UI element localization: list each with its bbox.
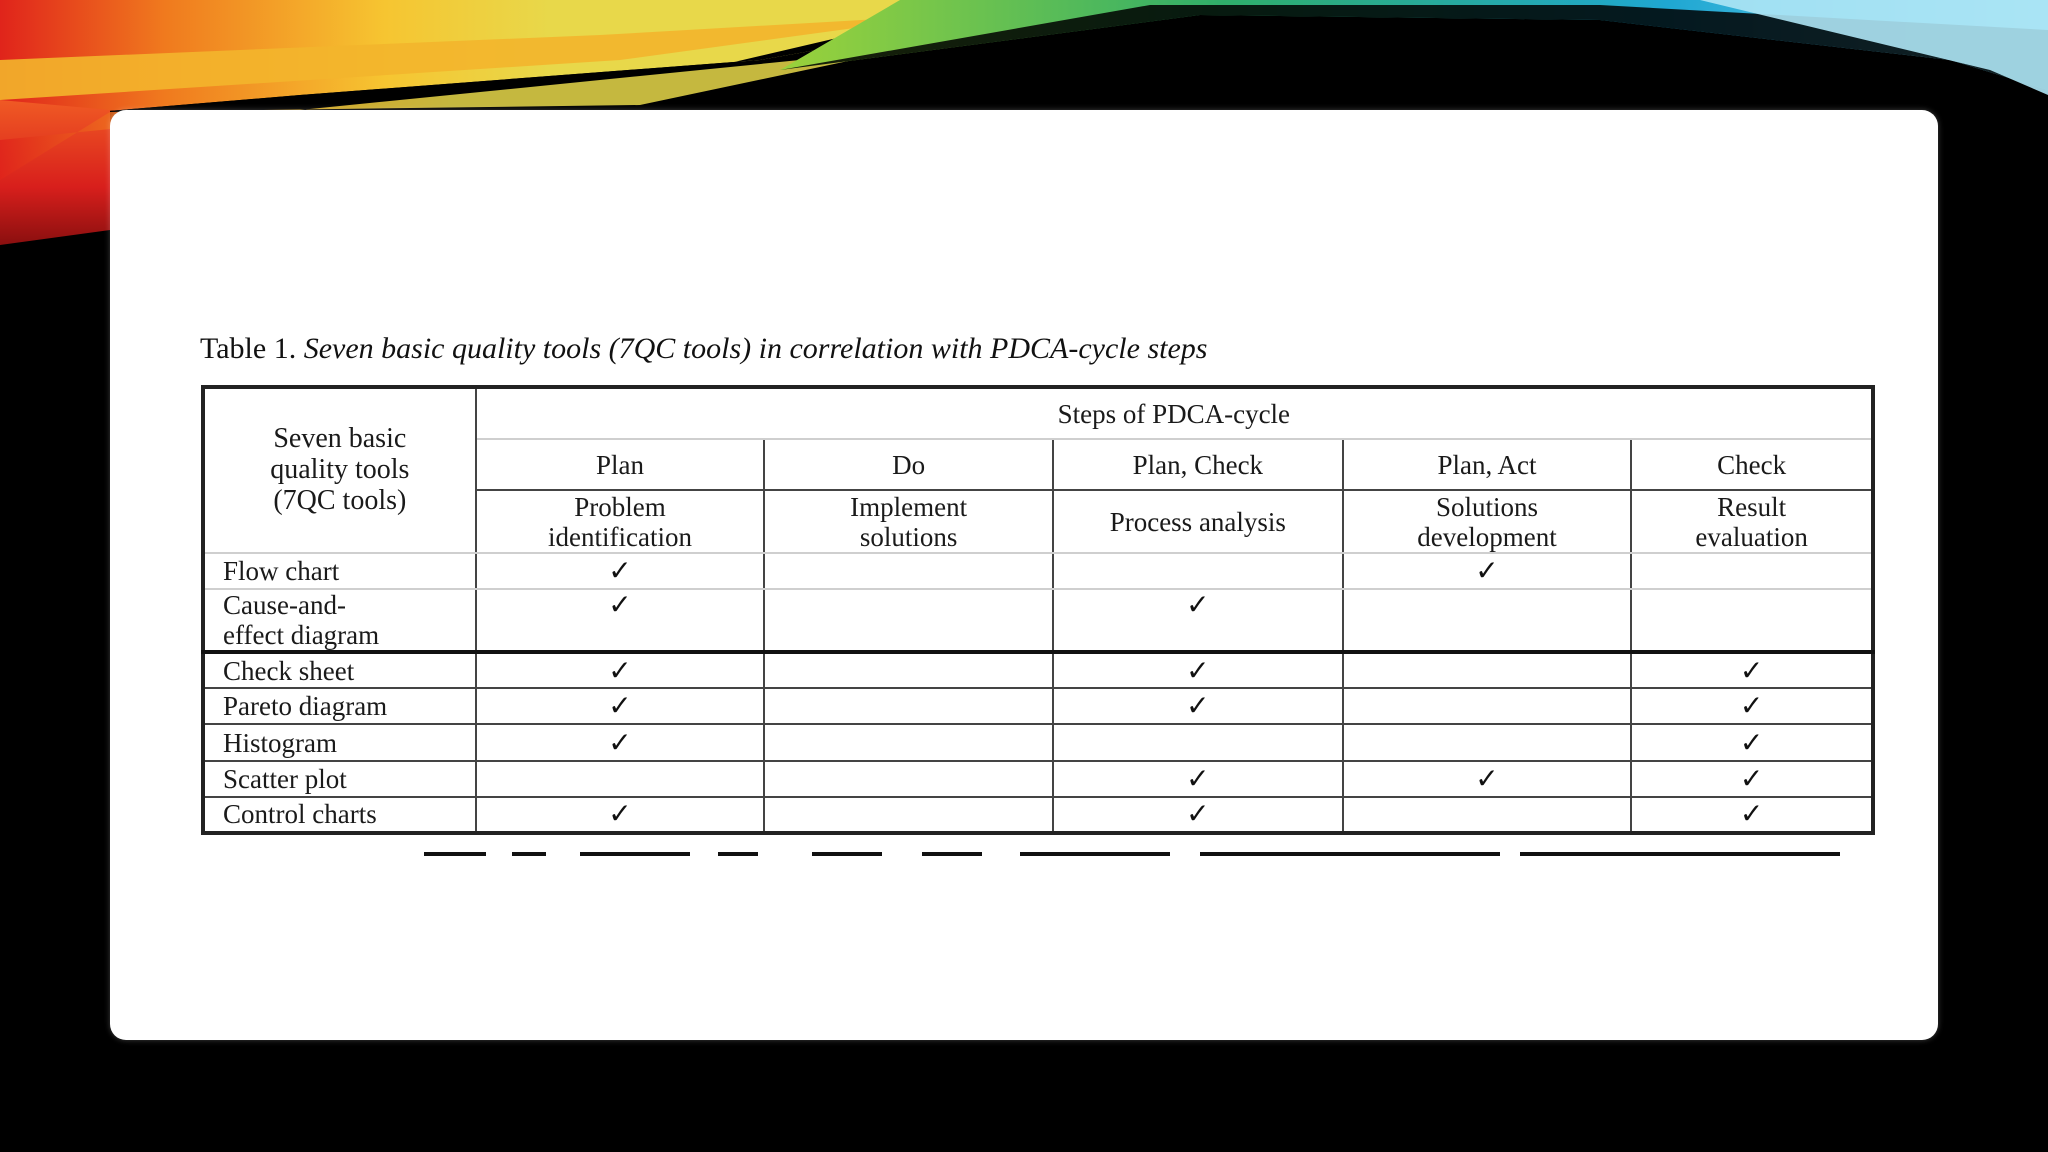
step-header-line: Problem xyxy=(574,491,666,522)
tool-name xyxy=(203,688,476,724)
table-caption xyxy=(200,332,1207,366)
step-header xyxy=(764,490,1053,552)
checkmark-icon: ✓ xyxy=(608,653,632,687)
check-cell xyxy=(476,688,765,724)
check-cell xyxy=(1343,652,1632,688)
check-cell xyxy=(1631,797,1873,833)
table-row xyxy=(203,797,1873,833)
phase-header: Plan xyxy=(476,439,765,490)
tool-name xyxy=(203,797,476,833)
checkmark-icon: ✓ xyxy=(1186,653,1210,687)
check-cell xyxy=(764,797,1053,833)
check-cell xyxy=(476,797,765,833)
tool-name-line: Pareto diagram xyxy=(223,691,388,722)
step-header-line: Solutions xyxy=(1435,491,1538,522)
tool-name-line: Histogram xyxy=(223,727,337,758)
tool-name-line: Scatter plot xyxy=(223,763,347,794)
checkmark-icon: ✓ xyxy=(608,553,632,587)
checkmark-icon: ✓ xyxy=(1475,553,1499,587)
step-header xyxy=(476,490,765,552)
checkmark-icon: ✓ xyxy=(1475,761,1499,795)
tool-name xyxy=(203,553,476,589)
check-cell xyxy=(1631,553,1873,589)
check-cell xyxy=(764,688,1053,724)
checkmark-icon: ✓ xyxy=(608,587,632,621)
check-cell xyxy=(476,724,765,760)
checkmark-icon: ✓ xyxy=(608,797,632,831)
tool-name-line: effect diagram xyxy=(223,620,380,650)
checkmark-icon: ✓ xyxy=(1739,725,1764,759)
table-row xyxy=(203,724,1873,760)
tool-name-line: Control charts xyxy=(223,799,377,830)
checkmark-icon: ✓ xyxy=(1186,587,1210,621)
corner-line: Seven basic xyxy=(273,423,407,454)
step-header-line: identification xyxy=(548,521,692,552)
phase-header: Check xyxy=(1631,439,1873,490)
check-cell xyxy=(1053,688,1343,724)
step-header-line: development xyxy=(1417,521,1557,552)
phase-header: Plan, Check xyxy=(1053,439,1343,490)
checkmark-icon: ✓ xyxy=(1739,797,1764,831)
check-cell xyxy=(1053,761,1343,797)
step-header xyxy=(1053,490,1343,552)
table-row xyxy=(203,688,1873,724)
check-cell xyxy=(476,761,765,797)
caption-label: Table 1. xyxy=(200,332,297,365)
check-cell xyxy=(1053,797,1343,833)
checkmark-icon: ✓ xyxy=(608,725,632,759)
check-cell xyxy=(1631,724,1873,760)
corner-line: quality tools xyxy=(270,454,410,485)
phase-header: Plan, Act xyxy=(1343,439,1632,490)
step-header xyxy=(1631,490,1873,552)
check-cell xyxy=(1053,724,1343,760)
table-row xyxy=(203,553,1873,589)
check-cell xyxy=(1343,688,1632,724)
corner-header xyxy=(203,387,476,553)
tool-name-line: Check sheet xyxy=(223,655,355,686)
check-cell xyxy=(1343,797,1632,833)
check-cell xyxy=(1631,761,1873,797)
check-cell xyxy=(1343,724,1632,760)
table-row xyxy=(203,652,1873,688)
phase-header: Do xyxy=(764,439,1053,490)
check-cell xyxy=(476,589,765,652)
check-cell xyxy=(1343,553,1632,589)
table-row xyxy=(203,761,1873,797)
table-row xyxy=(203,589,1873,652)
tool-name xyxy=(203,652,476,688)
checkmark-icon: ✓ xyxy=(1186,797,1210,831)
checkmark-icon: ✓ xyxy=(1739,653,1764,687)
check-cell xyxy=(764,589,1053,652)
checkmark-icon: ✓ xyxy=(1739,689,1764,723)
cut-off-text-fragment xyxy=(200,852,1890,864)
check-cell xyxy=(764,724,1053,760)
checkmark-icon: ✓ xyxy=(1186,689,1210,723)
slide-content-card xyxy=(110,110,1938,1040)
group-header: Steps of PDCA-cycle xyxy=(476,387,1873,439)
pdca-tools-table xyxy=(201,385,1875,835)
checkmark-icon: ✓ xyxy=(608,689,632,723)
step-header-line: solutions xyxy=(859,521,958,552)
check-cell xyxy=(764,761,1053,797)
check-cell xyxy=(1631,652,1873,688)
check-cell xyxy=(1631,688,1873,724)
tool-name-line: Flow chart xyxy=(223,555,340,586)
check-cell xyxy=(1343,761,1632,797)
check-cell xyxy=(764,652,1053,688)
check-cell xyxy=(764,553,1053,589)
step-header-line: Result xyxy=(1717,491,1787,522)
caption-title: Seven basic quality tools (7QC tools) in correlation with PDCA-cycle steps xyxy=(303,332,1208,365)
tool-name xyxy=(203,724,476,760)
check-cell xyxy=(476,652,765,688)
checkmark-icon: ✓ xyxy=(1739,761,1764,795)
step-header-line: Implement xyxy=(850,491,968,522)
check-cell xyxy=(1053,652,1343,688)
step-header-line: Process analysis xyxy=(1109,506,1286,537)
check-cell xyxy=(1053,553,1343,589)
check-cell xyxy=(1343,589,1632,652)
tool-name xyxy=(203,589,476,652)
tool-name-line: Cause-and- xyxy=(223,590,346,620)
table-body xyxy=(203,387,1873,833)
check-cell xyxy=(1631,589,1873,652)
tool-name xyxy=(203,761,476,797)
step-header-line: evaluation xyxy=(1695,521,1808,552)
step-header xyxy=(1343,490,1632,552)
checkmark-icon: ✓ xyxy=(1186,761,1210,795)
check-cell xyxy=(476,553,765,589)
corner-line: (7QC tools) xyxy=(273,485,407,516)
check-cell xyxy=(1053,589,1343,652)
